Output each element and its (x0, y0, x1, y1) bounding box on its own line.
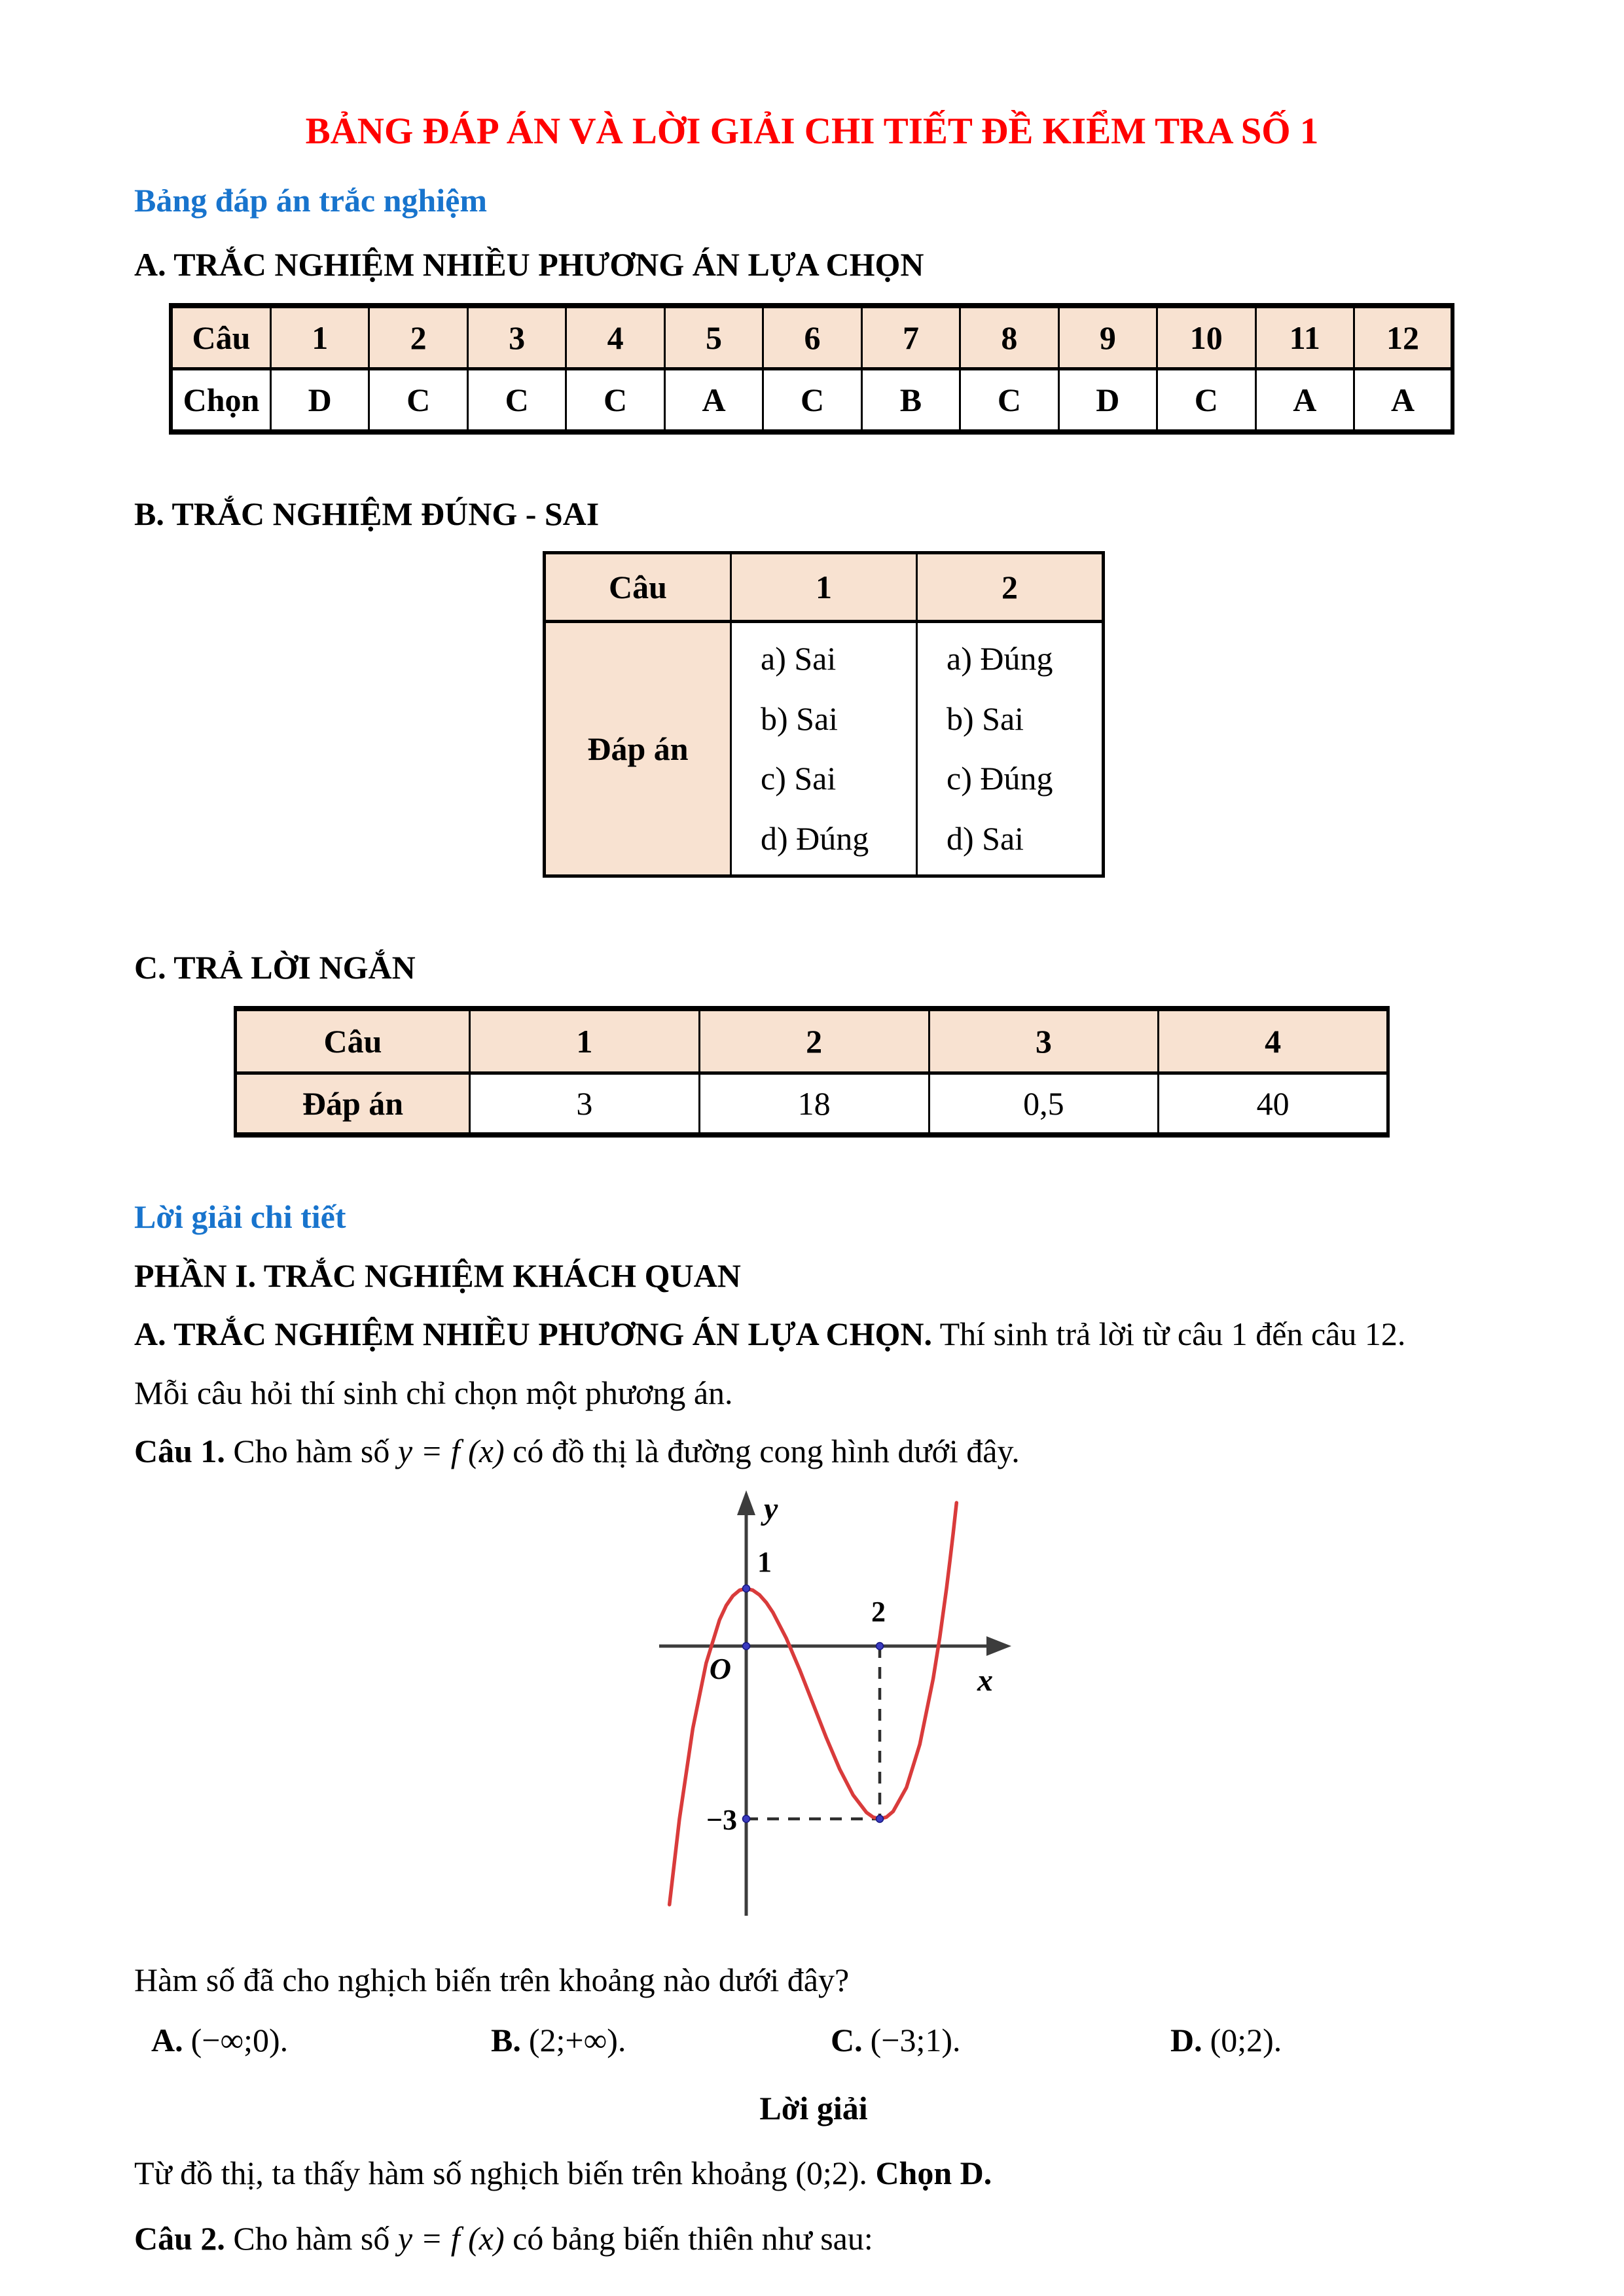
question-1-intro (134, 1433, 1493, 1471)
answer-line: a) Đúng (947, 640, 1053, 677)
header-cell-cau: Câu (545, 553, 731, 622)
answer-cell-q1: 3 (470, 1073, 700, 1136)
option-c-label: C. (831, 2022, 863, 2058)
question-1-solution (134, 2155, 1493, 2193)
answer-cell-q3: C (467, 369, 566, 433)
option-a (134, 2021, 474, 2059)
question-2-label: Câu 2. (134, 2219, 225, 2257)
table-header-row (545, 553, 1104, 622)
part-b-heading: B. TRẮC NGHIỆM ĐÚNG - SAI (134, 495, 600, 532)
multiple-choice-answer-table (169, 303, 1454, 435)
function-graph-svg (651, 1482, 1031, 1934)
answer-cell-q5: A (664, 369, 763, 433)
answer-cell-q2 (917, 622, 1104, 876)
graph-label-1: 1 (757, 1545, 772, 1578)
header-cell-q4: 4 (566, 306, 664, 369)
answer-cell-q3: 0,5 (929, 1073, 1159, 1136)
answer-cell-q10: C (1157, 369, 1255, 433)
point-x-2 (876, 1642, 884, 1649)
table-answer-row (171, 369, 1453, 433)
part-a-heading: A. TRẮC NGHIỆM NHIỀU PHƯƠNG ÁN LỰA CHỌN (134, 246, 924, 283)
question-1-options (134, 2021, 1493, 2059)
part1-heading: PHẦN I. TRẮC NGHIỆM KHÁCH QUAN (134, 1257, 741, 1294)
answer-cell-q2: 18 (699, 1073, 929, 1136)
answer-line: a) Sai (761, 640, 837, 677)
header-cell-q2: 2 (369, 306, 467, 369)
row-label-chon: Chọn (171, 369, 271, 433)
x-axis-label: x (977, 1662, 993, 1698)
option-b-value: (2;+∞). (528, 2022, 626, 2058)
graph-label-2: 2 (871, 1595, 886, 1628)
solution-interval: (0;2). (795, 2155, 867, 2191)
solution-heading: Lời giải (759, 2090, 868, 2126)
table-answer-row (545, 622, 1104, 876)
question-1-question: Hàm số đã cho nghịch biến trên khoảng nào dưới đây? (134, 1961, 850, 1998)
question-1-text-after: có đồ thị là đường cong hình dưới đây. (513, 1433, 1020, 1469)
answer-key-heading: Bảng đáp án trắc nghiệm (134, 182, 487, 219)
table-header-row (236, 1009, 1388, 1073)
answer-cell-q4: 40 (1159, 1073, 1388, 1136)
header-cell-cau: Câu (236, 1009, 470, 1073)
part-a-note-line2: Mỗi câu hỏi thí sinh chỉ chọn một phương án. (134, 1374, 733, 1411)
header-cell-q2: 2 (917, 553, 1104, 622)
answer-cell-q4: C (566, 369, 664, 433)
math-y-equals-fx: y = f (x) (397, 1433, 505, 1469)
y-axis-label: y (764, 1491, 778, 1526)
option-b (474, 2021, 814, 2059)
option-c (814, 2021, 1153, 2059)
question-2-text-after: có bảng biến thiên như sau: (513, 2219, 873, 2257)
function-graph (651, 1482, 1031, 1934)
header-cell-q4: 4 (1159, 1009, 1388, 1073)
option-d (1153, 2021, 1493, 2059)
option-b-label: B. (491, 2022, 521, 2058)
solution-choice: Chọn D. (875, 2155, 992, 2191)
answer-line: b) Sai (761, 700, 839, 737)
answer-cell-q1: D (271, 369, 369, 433)
header-cell-q3: 3 (929, 1009, 1159, 1073)
part-a-note: Thí sinh trả lời từ câu 1 đến câu 12. (939, 1316, 1406, 1352)
answer-line: c) Đúng (947, 760, 1053, 797)
header-cell-q12: 12 (1354, 306, 1453, 369)
header-cell-q1: 1 (271, 306, 369, 369)
header-cell-q11: 11 (1255, 306, 1354, 369)
option-d-label: D. (1170, 2022, 1202, 2058)
answer-line: c) Sai (761, 760, 837, 797)
math-y-equals-fx: y = f (x) (397, 2219, 505, 2257)
part-c-heading: C. TRẢ LỜI NGẮN (134, 949, 416, 986)
answer-cell-q2: C (369, 369, 467, 433)
table-answer-row (236, 1073, 1388, 1136)
header-cell-q6: 6 (763, 306, 861, 369)
part-a-solutions-intro (134, 1316, 1493, 1354)
graph-label-minus-3: −3 (706, 1803, 737, 1836)
x-axis-arrow-icon (986, 1636, 1011, 1656)
page-content (134, 181, 1493, 2257)
header-cell-q2: 2 (699, 1009, 929, 1073)
part-a-solutions-heading: A. TRẮC NGHIỆM NHIỀU PHƯƠNG ÁN LỰA CHỌN. (134, 1316, 933, 1352)
answer-cell-q11: A (1255, 369, 1354, 433)
option-d-value: (0;2). (1210, 2022, 1282, 2058)
page-title: BẢNG ĐÁP ÁN VÀ LỜI GIẢI CHI TIẾT ĐỀ KIỂM TRA SỐ 1 (305, 111, 1319, 152)
origin-label: O (709, 1651, 731, 1685)
answer-cell-q12: A (1354, 369, 1453, 433)
header-cell-q10: 10 (1157, 306, 1255, 369)
header-cell-q9: 9 (1058, 306, 1157, 369)
y-axis-arrow-icon (737, 1490, 755, 1515)
answer-line: b) Sai (947, 700, 1024, 737)
point-y-minus-3 (743, 1815, 750, 1822)
true-false-answer-table (543, 551, 1105, 878)
header-cell-q7: 7 (861, 306, 960, 369)
question-1-text: Cho hàm số (233, 1433, 390, 1469)
answer-cell-q9: D (1058, 369, 1157, 433)
function-curve (670, 1503, 957, 1905)
question-2-text: Cho hàm số (233, 2219, 390, 2257)
point-local-min (876, 1815, 884, 1822)
row-label-dap-an: Đáp án (545, 622, 731, 876)
row-label-dap-an: Đáp án (236, 1073, 470, 1136)
header-cell-q1: 1 (731, 553, 917, 622)
solution-text: Từ đồ thị, ta thấy hàm số nghịch biến trên khoảng (134, 2155, 787, 2191)
header-cell-q5: 5 (664, 306, 763, 369)
answer-cell-q8: C (960, 369, 1058, 433)
option-a-label: A. (151, 2022, 183, 2058)
option-c-value: (−3;1). (870, 2022, 961, 2058)
point-origin (743, 1642, 750, 1649)
header-cell-cau: Câu (171, 306, 271, 369)
option-a-value: (−∞;0). (190, 2022, 289, 2058)
header-cell-q8: 8 (960, 306, 1058, 369)
answer-cell-q1 (731, 622, 917, 876)
header-cell-q1: 1 (470, 1009, 700, 1073)
question-2-intro (134, 2220, 1493, 2258)
header-cell-q3: 3 (467, 306, 566, 369)
answer-cell-q6: C (763, 369, 861, 433)
table-header-row (171, 306, 1453, 369)
question-1-label: Câu 1. (134, 1433, 225, 1469)
point-local-max (743, 1585, 750, 1592)
solutions-heading: Lời giải chi tiết (134, 1198, 346, 1235)
answer-line: d) Đúng (761, 819, 869, 857)
answer-line: d) Sai (947, 819, 1024, 857)
answer-cell-q7: B (861, 369, 960, 433)
short-answer-table (234, 1006, 1390, 1138)
